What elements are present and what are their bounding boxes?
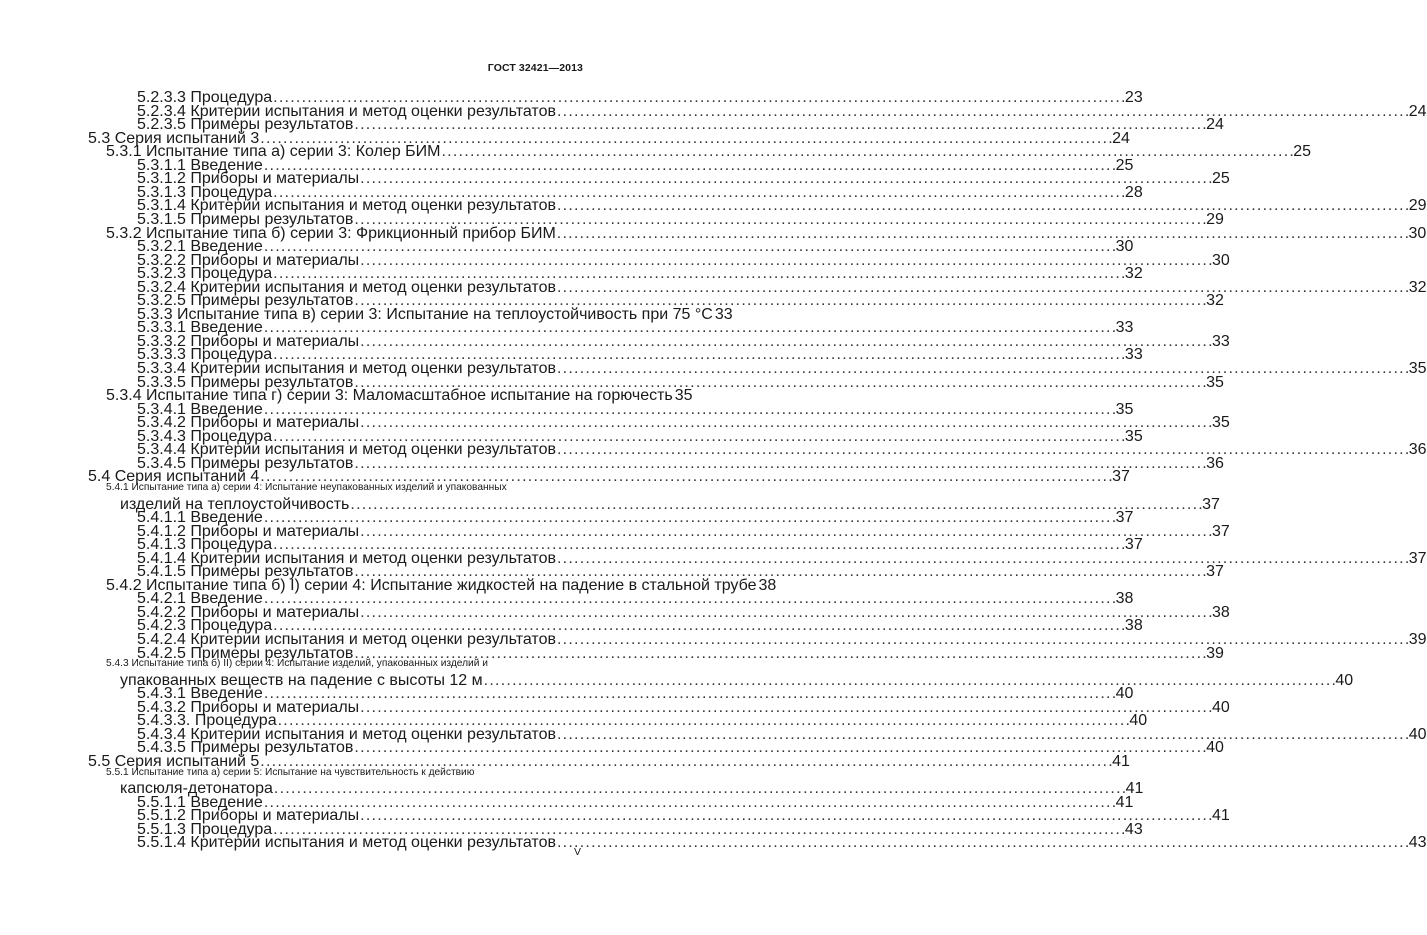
toc-entry-title: капсюля-детонатора (120, 780, 273, 798)
toc-page-number: 32 (1124, 265, 1143, 283)
toc-entry-title: упакованных веществ на падение с высоты 12 м (120, 671, 483, 689)
toc-page-number: 41 (1115, 793, 1134, 811)
toc-entry-title: 5.3.3.3 Процедура (137, 346, 273, 364)
toc-entry-title: 5.3.1.3 Процедура (137, 183, 273, 201)
toc-page-number: 39 (1206, 644, 1224, 662)
toc-page-number: 41 (1125, 780, 1144, 798)
toc-page-number: 40 (1211, 698, 1230, 716)
toc-entry[interactable] (137, 834, 1427, 852)
toc-entry-title-line1: 5.5.1 Испытание типа а) серии 5: Испытание на чувствительность к действию (106, 766, 475, 778)
toc-entry-title: 5.3.2 Испытание типа б) серии 3: Фрикционный прибор БИМ (106, 224, 556, 242)
toc-page-number: 35 (1206, 373, 1224, 391)
toc-page-number: 35 (674, 387, 693, 405)
document-id: ГОСТ 32421—2013 (487, 62, 583, 74)
toc-page-number: 38 (1124, 617, 1143, 635)
toc-entry-title: 5.4.2.1 Введение (137, 590, 263, 608)
toc-page-number: 35 (1124, 427, 1143, 445)
toc-entry-title: 5.3.3.2 Приборы и материалы (137, 332, 360, 350)
toc-entry-title: 5.2.3.3 Процедура (137, 89, 273, 106)
toc-entry-title: 5.3.3.5 Примеры результатов (137, 373, 354, 391)
toc-entry-title: 5.3.4.3 Процедура (137, 427, 273, 445)
toc-page-number: 35 (1408, 360, 1427, 377)
toc-page-number: 25 (1211, 170, 1230, 188)
toc-page-number: 38 (1211, 603, 1230, 621)
toc-page-number: 33 (1115, 319, 1134, 337)
toc-page-number: 38 (758, 576, 777, 594)
toc-page-number: 40 (1115, 685, 1134, 703)
toc-page-number: 30 (1115, 238, 1134, 256)
toc-entry-title: 5.3.1.1 Введение (137, 156, 263, 174)
toc-page-number: 33 (1211, 332, 1230, 350)
toc-entry-title: 5.3.4.4 Критерии испытания и метод оценки результатов (137, 441, 556, 459)
toc-entry-title: 5.2.3.4 Критерии испытания и метод оценки результатов (137, 102, 556, 120)
toc-entry-title: 5.3.2.1 Введение (137, 238, 263, 256)
toc-page-number: 32 (1206, 292, 1224, 310)
toc-page-number: 29 (1206, 210, 1224, 228)
toc-page-number: 25 (1115, 156, 1134, 174)
toc-page-number: 40 (1335, 671, 1354, 689)
toc-entry-title: 5.4.2 Испытание типа б) I) серии 4: Испытание жидкостей на падение в стальной трубе (106, 576, 757, 594)
toc-page-number: 38 (1115, 590, 1134, 608)
toc-entry-title: 5.3.2.5 Примеры результатов (137, 292, 354, 310)
toc-page-number: 24 (1206, 116, 1224, 134)
toc-entry-title: 5.3.3.1 Введение (137, 319, 263, 337)
toc-page-number: 24 (1408, 102, 1427, 120)
toc-entry-title: 5.5.1.2 Приборы и материалы (137, 807, 360, 825)
toc-page-number: 28 (1124, 183, 1143, 201)
toc-entry-title: 5.4.2.5 Примеры результатов (137, 644, 354, 662)
toc-page-number: 37 (1408, 549, 1427, 567)
toc-page-number: 41 (1112, 752, 1130, 770)
toc-entry-title: 5.4 Серия испытаний 4 (88, 468, 260, 486)
toc-entry-title: 5.5 Серия испытаний 5 (88, 752, 260, 770)
toc-entry-title: 5.5.1.3 Процедура (137, 820, 273, 838)
toc-entry-title: 5.3.1.4 Критерии испытания и метод оценки результатов (137, 197, 556, 215)
toc-entry-title: 5.5.1.1 Введение (137, 793, 263, 811)
toc-page-number: 33 (1124, 346, 1143, 364)
toc-entry-title: 5.3.3.4 Критерии испытания и метод оценки результатов (137, 360, 556, 377)
toc-entry-title: 5.3 Серия испытаний 3 (88, 129, 260, 147)
toc-entry-title: 5.3.3 Испытание типа в) серии 3: Испытание на теплоустойчивость при 75 °С (137, 305, 713, 323)
toc-page-number: 43 (1124, 820, 1143, 838)
toc-page-number: 30 (1408, 224, 1427, 242)
toc-entry-title: 5.4.3.1 Введение (137, 685, 263, 703)
toc-page-number: 23 (1124, 89, 1143, 106)
toc-entry-title: 5.4.3.4 Критерии испытания и метод оценки результатов (137, 725, 556, 743)
toc-page-number: 40 (1129, 712, 1148, 730)
toc-entry-title-line1: 5.4.3 Испытание типа б) II) серии 4: Испытание изделий, упакованных изделий и (106, 658, 488, 670)
toc-entry-title: 5.4.3.3. Процедура (137, 712, 277, 730)
dot-leader (557, 834, 1408, 852)
toc-entry-title: 5.5.1.4 Критерии испытания и метод оценки результатов (137, 834, 556, 852)
page-number: V (573, 846, 581, 858)
toc-page-number: 37 (1124, 536, 1143, 554)
toc-page-number: 37 (1211, 522, 1230, 540)
toc-page-number: 37 (1202, 495, 1220, 513)
toc-entry-title: 5.4.3.2 Приборы и материалы (137, 698, 360, 716)
toc-entry-title: 5.3.4 Испытание типа г) серии 3: Маломасштабное испытание на горючесть (106, 387, 673, 405)
toc-page-number: 40 (1206, 739, 1224, 757)
toc-entry-title: 5.4.3.5 Примеры результатов (137, 739, 354, 757)
toc-entry-title: 5.3.2.3 Процедура (137, 265, 273, 283)
toc-entry-title: 5.3.1 Испытание типа а) серии 3: Колер БИМ (106, 143, 441, 161)
toc-page-number: 41 (1211, 807, 1230, 825)
toc-entry-title: 5.4.2.3 Процедура (137, 617, 273, 635)
toc-entry-title: 5.4.1.2 Приборы и материалы (137, 522, 360, 540)
toc-page-number: 24 (1112, 129, 1130, 147)
toc-entry-title-line1: 5.4.1 Испытание типа а) серии 4: Испытание неупакованных изделий и упакованных (106, 481, 507, 493)
toc-entry-title: 5.3.1.5 Примеры результатов (137, 210, 354, 228)
toc-page-number: 43 (1408, 834, 1427, 852)
toc-page-number: 36 (1408, 441, 1427, 459)
toc-page-number: 33 (714, 305, 733, 323)
toc-page-number: 37 (1112, 468, 1130, 486)
toc-entry-title: 5.4.1.5 Примеры результатов (137, 563, 354, 581)
toc-page-number: 36 (1206, 454, 1224, 472)
toc-page-number: 37 (1206, 563, 1224, 581)
toc-page-number: 35 (1115, 400, 1134, 418)
toc-entry-title: 5.2.3.5 Примеры результатов (137, 116, 354, 134)
toc-entry-title: 5.3.4.2 Приборы и материалы (137, 414, 360, 432)
toc-entry-title: 5.4.2.2 Приборы и материалы (137, 603, 360, 621)
toc-entry-title: 5.3.4.1 Введение (137, 400, 263, 418)
toc-page-number: 29 (1408, 197, 1427, 215)
toc-page-number: 32 (1408, 278, 1427, 296)
toc-entry-title: 5.4.1.3 Процедура (137, 536, 273, 554)
toc-entry-title: изделий на теплоустойчивость (120, 495, 350, 513)
toc-page-number: 39 (1408, 631, 1427, 648)
toc-entry-title: 5.4.1.1 Введение (137, 509, 263, 527)
toc-entry-title: 5.3.2.2 Приборы и материалы (137, 251, 360, 269)
toc-entry-title: 5.3.1.2 Приборы и материалы (137, 170, 360, 188)
toc-page-number: 25 (1293, 143, 1312, 161)
toc-entry-title: 5.3.4.5 Примеры результатов (137, 454, 354, 472)
toc-page-number: 30 (1211, 251, 1230, 269)
toc-entry-title: 5.4.1.4 Критерии испытания и метод оценки результатов (137, 549, 556, 567)
toc-entry-title: 5.3.2.4 Критерии испытания и метод оценки результатов (137, 278, 556, 296)
toc-page-number: 37 (1115, 509, 1134, 527)
toc-entry-title: 5.4.2.4 Критерии испытания и метод оценки результатов (137, 631, 556, 648)
toc-page-number: 35 (1211, 414, 1230, 432)
toc-page-number: 40 (1408, 725, 1427, 743)
